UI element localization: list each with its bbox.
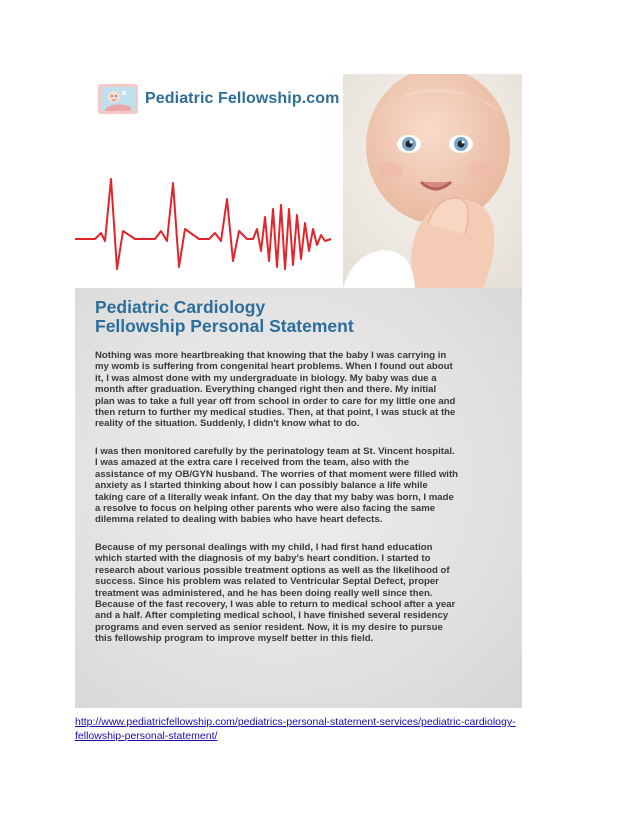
paragraph-line: I was amazed at the extra care I received from the team, also with the: [95, 457, 410, 469]
paragraph-line: I was then monitored carefully by the perinatology team at St. Vincent hospital.: [95, 446, 455, 457]
statement-paragraph: [95, 446, 507, 526]
statement-paragraph: [95, 350, 507, 430]
paragraph-line: dilemma related to dealing with babies who have heart defects.: [95, 514, 383, 526]
paragraph-line: treatment was administered, and he has been doing really well since then.: [95, 587, 433, 599]
statement-poster-image: [75, 74, 522, 708]
baby-logo-icon: [97, 83, 139, 115]
paragraph-line: which started with the diagnosis of my baby's heart condition. I started to: [95, 553, 431, 565]
paragraph-line: then return to further my medical studies. Then, at that point, I was stuck at the: [95, 407, 456, 419]
heartbeat-ecg-line: [75, 169, 345, 279]
paragraph-line: research about various possible treatment options as well as the likelihood of: [95, 564, 450, 576]
paragraph-line: success. Since his problem was related to Ventricular Septal Defect, proper: [95, 576, 439, 588]
smiling-baby-photo: [343, 74, 522, 288]
paragraph-line: month after graduation. Everything changed right then and there. My initial: [95, 384, 437, 396]
title-line: Pediatric Cardiology: [95, 297, 266, 317]
paragraph-line: a resolve to focus on helping other parents who were also facing the same: [95, 503, 436, 515]
paragraph-line: Nothing was more heartbreaking that knowing that the baby I was carrying in: [95, 350, 447, 361]
paragraph-line: anxiety as I started thinking about how I can possibly balance a life while: [95, 480, 428, 492]
title-line: Fellowship Personal Statement: [95, 316, 354, 336]
paragraph-line: Because of the fast recovery, I was able to return to medical school after a year: [95, 599, 456, 611]
paragraph-line: it, I was almost done with my undergraduate in biology. My baby was due a: [95, 372, 437, 384]
paragraph-line: assistance of my OB/GYN husband. The worries of that moment were filled with: [95, 468, 459, 480]
logo-text: Pediatric Fellowship.com: [145, 90, 340, 107]
statement-title: [95, 298, 505, 336]
paragraph-line: reality of the situation. Suddenly, I didn't know what to do.: [95, 418, 360, 430]
poster-hero-banner: [75, 74, 522, 288]
paragraph-line: and a half. After completing medical school, I have finished several residency: [95, 610, 449, 622]
source-url-link[interactable]: [75, 715, 555, 743]
url-line[interactable]: http://www.pediatricfellowship.com/pediatrics-personal-statement-services/pediatric-cardiology-: [75, 716, 516, 728]
paragraph-line: plan was to take a full year off from school in order to care for my little one and: [95, 395, 456, 407]
url-line[interactable]: fellowship-personal-statement/: [75, 730, 218, 742]
paragraph-line: this fellowship program to improve myself better in this field.: [95, 633, 374, 645]
statement-paragraph: [95, 542, 507, 645]
paragraph-line: my womb is suffering from congenital heart problems. When I found out about: [95, 361, 453, 373]
paragraph-line: Because of my personal dealings with my child, I had first hand education: [95, 542, 433, 553]
paragraph-line: programs and even served as senior resident. Now, it is my desire to pursue: [95, 621, 443, 633]
statement-panel: [75, 288, 522, 708]
site-logo: [97, 83, 339, 115]
paragraph-line: taking care of a literally weak infant. On the day that my baby was born, I made: [95, 491, 454, 503]
